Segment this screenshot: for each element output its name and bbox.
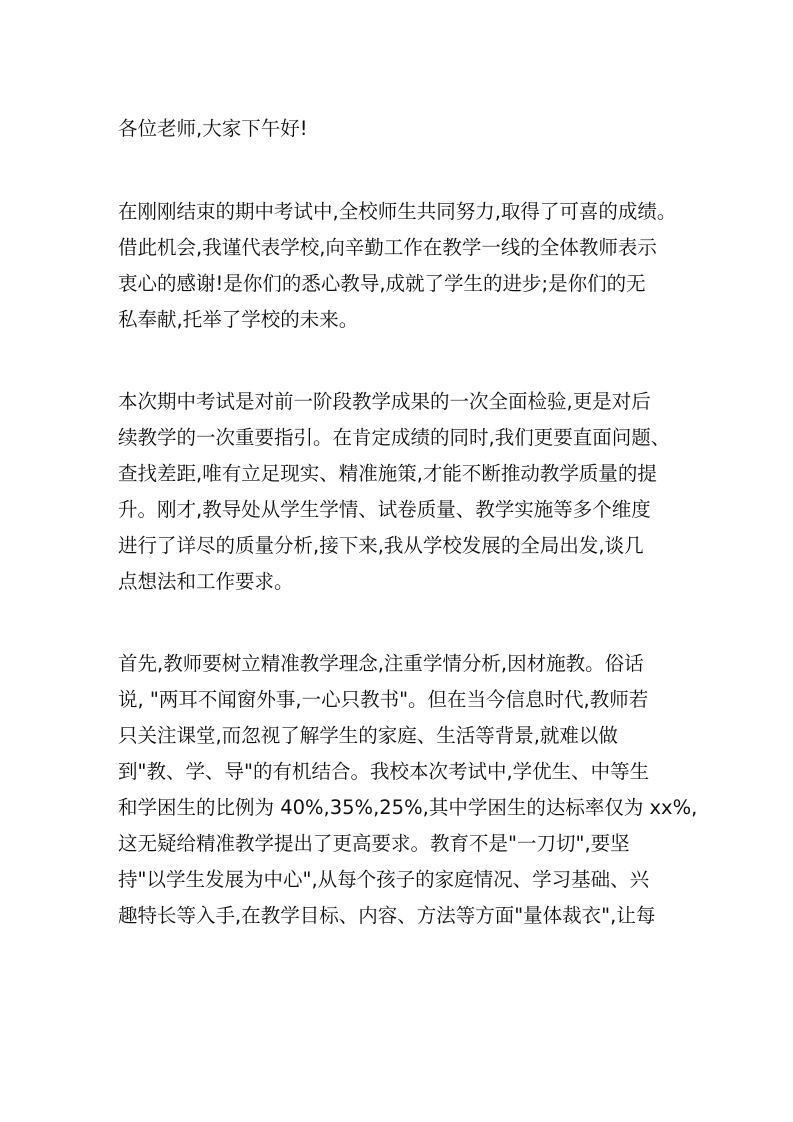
paragraph-spacer — [118, 600, 688, 646]
text-line: 续教学的一次重要指引。在肯定成绩的同时,我们更要直面问题、 — [118, 426, 671, 449]
document-page — [118, 111, 698, 934]
paragraph-2 — [118, 384, 688, 600]
text-line: 衷心的感谢!是你们的悉心教导,成就了学生的进步;是你们的无 — [118, 272, 646, 295]
text-line: 到"教、学、导"的有机结合。我校本次考试中,学优生、中等生 — [118, 760, 650, 783]
text-line: 私奉献,托举了学校的未来。 — [118, 308, 359, 331]
text-line: 本次期中考试是对前一阶段教学成果的一次全面检验,更是对后 — [118, 390, 651, 413]
text-line: 查找差距,唯有立足现实、精准施策,才能不断推动教学质量的提 — [118, 462, 657, 485]
text-line: 升。刚才,教导处从学生学情、试卷质量、教学实施等多个维度 — [118, 498, 651, 521]
text-line: 趣特长等入手,在教学目标、内容、方法等方面"量体裁衣",让每 — [118, 904, 656, 927]
text-line: 说, "两耳不闻窗外事,一心只教书"。但在当今信息时代,教师若 — [118, 688, 649, 711]
paragraph-spacer — [118, 147, 688, 194]
paragraph-1 — [118, 194, 688, 338]
paragraph-spacer — [118, 338, 688, 384]
text-line: 进行了详尽的质量分析,接下来,我从学校发展的全局出发,谈几 — [118, 534, 644, 557]
paragraph-3 — [118, 646, 698, 934]
text-line: 点想法和工作要求。 — [118, 570, 294, 593]
text-line: 持"以学生发展为中心",从每个孩子的家庭情况、学习基础、兴 — [118, 868, 650, 891]
text-line: 在刚刚结束的期中考试中,全校师生共同努力,取得了可喜的成绩。 — [118, 200, 677, 223]
text-line: 只关注课堂,而忽视了解学生的家庭、生活等背景,就难以做 — [118, 724, 618, 747]
greeting: 各位老师,大家下午好! — [118, 117, 308, 140]
text-line: 借此机会,我谨代表学校,向辛勤工作在教学一线的全体教师表示 — [118, 236, 657, 259]
text-line: 这无疑给精准教学提出了更高要求。教育不是"一刀切",要坚 — [118, 832, 630, 855]
text-line: 首先,教师要树立精准教学理念,注重学情分析,因材施教。俗话 — [118, 652, 644, 675]
text-line: 和学困生的比例为 40%,35%,25%,其中学困生的达标率仅为 xx%, — [118, 796, 698, 819]
